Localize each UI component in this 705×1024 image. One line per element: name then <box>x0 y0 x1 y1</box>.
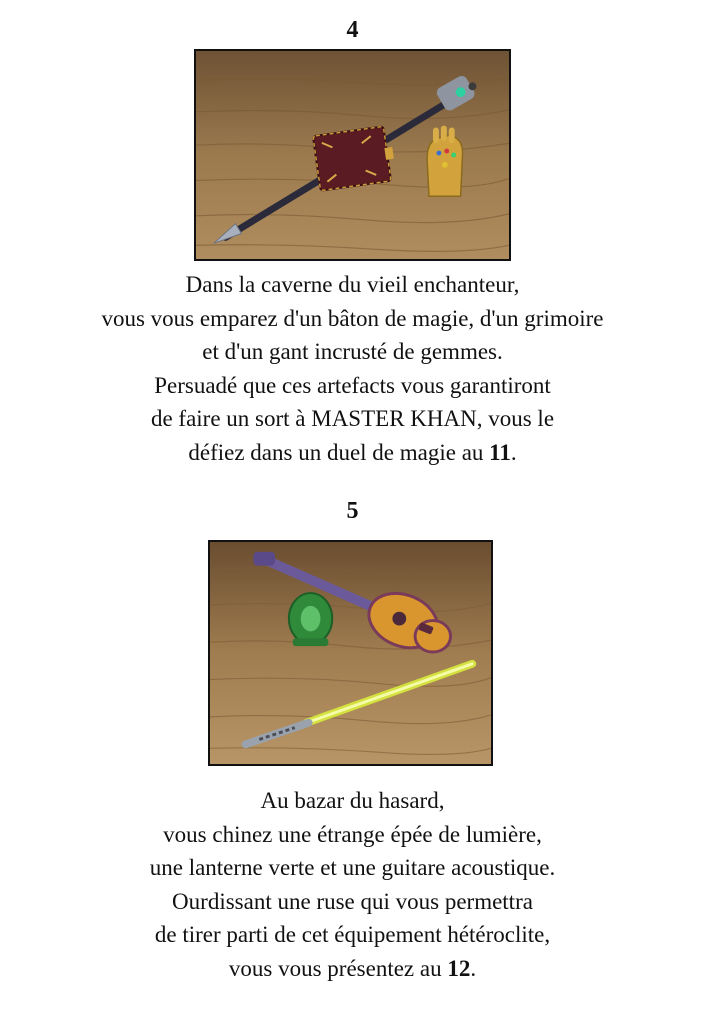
photo-magic-items <box>194 49 511 261</box>
link-section-12[interactable]: 12 <box>447 955 471 981</box>
section-number-5: 5 <box>346 498 359 524</box>
wood-table-background <box>210 542 491 764</box>
link-section-11[interactable]: 11 <box>489 439 511 465</box>
text-line-last <box>0 952 705 986</box>
section-4-text <box>0 268 705 469</box>
lantern-icon <box>289 593 332 646</box>
text-line: de tirer parti de cet équipement hétéroclite, <box>154 922 551 947</box>
text-line: et d'un gant incrusté de gemmes. <box>202 339 503 364</box>
text-fragment: vous vous présentez au <box>228 955 448 981</box>
section-5-text <box>0 784 705 985</box>
text-line: Au bazar du hasard, <box>260 788 445 813</box>
text-line: Ourdissant une ruse qui vous permettra <box>172 888 533 914</box>
grimoire-icon <box>313 126 397 191</box>
text-line: de faire un sort à MASTER KHAN, vous le <box>150 406 555 431</box>
text-fragment: . <box>470 955 477 981</box>
photo-bazaar-items <box>208 540 493 766</box>
text-line-last <box>0 436 705 470</box>
text-line: une lanterne verte et une guitare acoustique. <box>149 855 556 880</box>
text-line: Dans la caverne du vieil enchanteur, <box>185 272 520 297</box>
section-number-4: 4 <box>346 17 359 43</box>
text-line: vous vous emparez d'un bâton de magie, d'un grimoire <box>101 305 604 331</box>
text-fragment: défiez dans un duel de magie au <box>188 439 490 465</box>
wood-table-background <box>196 51 509 259</box>
text-line: Persuadé que ces artefacts vous garantiront <box>154 372 551 398</box>
text-line: vous chinez une étrange épée de lumière, <box>163 821 542 847</box>
text-fragment: . <box>510 439 517 465</box>
